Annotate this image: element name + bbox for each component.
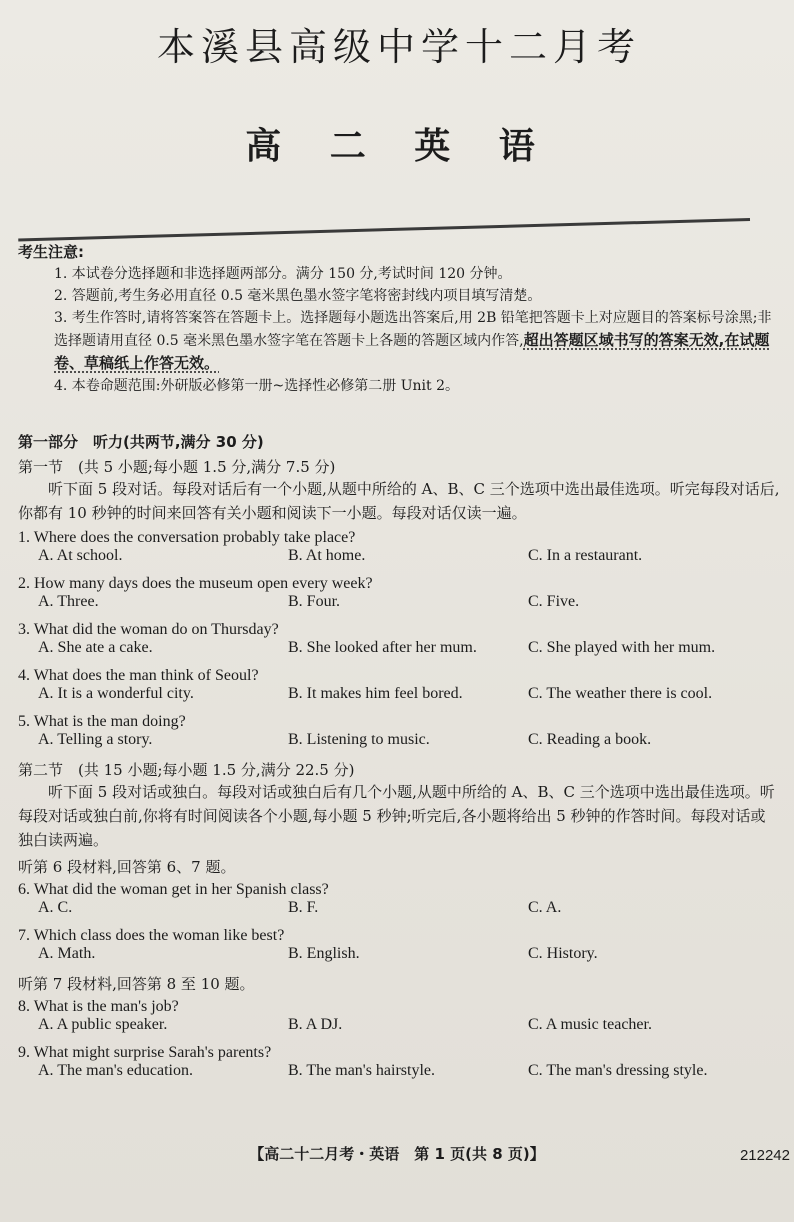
subject-title: 高 二 英 语: [245, 125, 553, 167]
notice-list: [18, 263, 780, 397]
option-b: B. At home.: [288, 547, 366, 564]
listening-material-label: 听第 6 段材料,回答第 6、7 题。: [18, 858, 236, 876]
question-options: [18, 945, 780, 969]
option-c: C. A music teacher.: [528, 1016, 652, 1033]
question-text: 5. What is the man doing?: [18, 713, 186, 730]
option-b: B. The man's hairstyle.: [288, 1062, 436, 1079]
notice-block: [18, 241, 780, 397]
notice-emphasis: 超出答题区域书写的答案无效,在试题卷、草稿纸上作答无效。: [54, 331, 770, 372]
part-title: 第一部分 听力(共两节,满分 30 分): [18, 433, 264, 451]
question-block: [18, 667, 780, 709]
question-options: [18, 1016, 780, 1040]
notice-item-text: 3. 考生作答时,请将答案答在答题卡上。选择题每小题选出答案后,用 2B 铅笔把答题卡上对应题目的答案标号涂黑;非选择题请用直径 0.5 毫米黑色墨水签字笔在答题卡上各题的答题区域内作答,: [54, 310, 772, 349]
notice-item: 2. 答题前,考生务必用直径 0.5 毫米黑色墨水签字笔将密封线内项目填写清楚。: [54, 288, 542, 304]
notice-item: [54, 307, 780, 375]
option-a: A. A public speaker.: [38, 1016, 168, 1033]
school-title: 本溪县高级中学十二月考: [156, 25, 641, 69]
listening-material-label: 听第 7 段材料,回答第 8 至 10 题。: [18, 975, 255, 993]
option-a: A. C.: [38, 899, 73, 916]
question-block: [18, 621, 780, 663]
question-options: [18, 593, 780, 617]
question-block: [18, 881, 780, 923]
question-block: [18, 529, 780, 571]
question-block: [18, 575, 780, 617]
option-c: C. The weather there is cool.: [528, 685, 713, 702]
question-text: 1. Where does the conversation probably take place?: [18, 529, 356, 546]
section-instructions: 听下面 5 段对话。每段对话后有一个小题,从题中所给的 A、B、C 三个选项中选出最佳选项。听完每段对话后,你都有 10 秒钟的时间来回答有关小题和阅读下一小题。每段对话仅读一遍。: [18, 480, 780, 522]
option-b: B. Four.: [288, 593, 341, 610]
question-block: [18, 1044, 780, 1086]
question-text: 4. What does the man think of Seoul?: [18, 667, 259, 684]
option-a: A. Telling a story.: [38, 731, 153, 748]
option-b: B. It makes him feel bored.: [288, 685, 463, 702]
notice-item: 4. 本卷命题范围:外研版必修第一册~选择性必修第二册 Unit 2。: [54, 378, 459, 394]
page-footer: 【高二十二月考・英语 第 1 页(共 8 页)】: [249, 1145, 545, 1163]
question-text: 7. Which class does the woman like best?: [18, 927, 285, 944]
option-c: C. Reading a book.: [528, 731, 652, 748]
question-text: 9. What might surprise Sarah's parents?: [18, 1044, 272, 1061]
option-c: C. She played with her mum.: [528, 639, 716, 656]
section-instructions: 听下面 5 段对话或独白。每段对话或独白后有几个小题,从题中所给的 A、B、C 三个选项中选出最佳选项。听每段对话或独白前,你将有时间阅读各个小题,每小题 5 秒钟;听完后,各小题将给出 5 秒钟的作答时间。每段对话或独白读两遍。: [18, 783, 775, 849]
question-options: [18, 899, 780, 923]
question-block: [18, 713, 780, 755]
option-b: B. Listening to music.: [288, 731, 430, 748]
option-a: A. The man's education.: [38, 1062, 193, 1079]
question-options: [18, 547, 780, 571]
question-options: [18, 731, 780, 755]
exam-code: 212242: [739, 1147, 790, 1164]
question-text: 8. What is the man's job?: [18, 998, 179, 1015]
question-block: [18, 998, 780, 1040]
option-c: C. In a restaurant.: [528, 547, 643, 564]
option-c: C. Five.: [528, 593, 580, 610]
option-a: A. Three.: [38, 593, 99, 610]
option-a: A. Math.: [38, 945, 96, 962]
section-title: 第二节 (共 15 小题;每小题 1.5 分,满分 22.5 分): [18, 761, 355, 779]
option-c: C. A.: [528, 899, 562, 916]
option-b: B. F.: [288, 899, 319, 916]
question-options: [18, 685, 780, 709]
section-title: 第一节 (共 5 小题;每小题 1.5 分,满分 7.5 分): [18, 458, 336, 476]
header-rule: [18, 218, 750, 241]
notice-title: 考生注意:: [18, 243, 84, 261]
question-text: 6. What did the woman get in her Spanish class?: [18, 881, 329, 898]
option-b: B. English.: [288, 945, 360, 962]
question-options: [18, 639, 780, 663]
option-c: C. The man's dressing style.: [528, 1062, 708, 1079]
option-c: C. History.: [528, 945, 598, 962]
option-b: B. A DJ.: [288, 1016, 343, 1033]
question-options: [18, 1062, 780, 1086]
question-text: 3. What did the woman do on Thursday?: [18, 621, 279, 638]
option-a: A. It is a wonderful city.: [38, 685, 194, 702]
notice-item: 1. 本试卷分选择题和非选择题两部分。满分 150 分,考试时间 120 分钟。: [54, 266, 512, 282]
question-text: 2. How many days does the museum open every week?: [18, 575, 373, 592]
option-a: A. She ate a cake.: [38, 639, 153, 656]
option-a: A. At school.: [38, 547, 123, 564]
question-block: [18, 927, 780, 969]
option-b: B. She looked after her mum.: [288, 639, 477, 656]
